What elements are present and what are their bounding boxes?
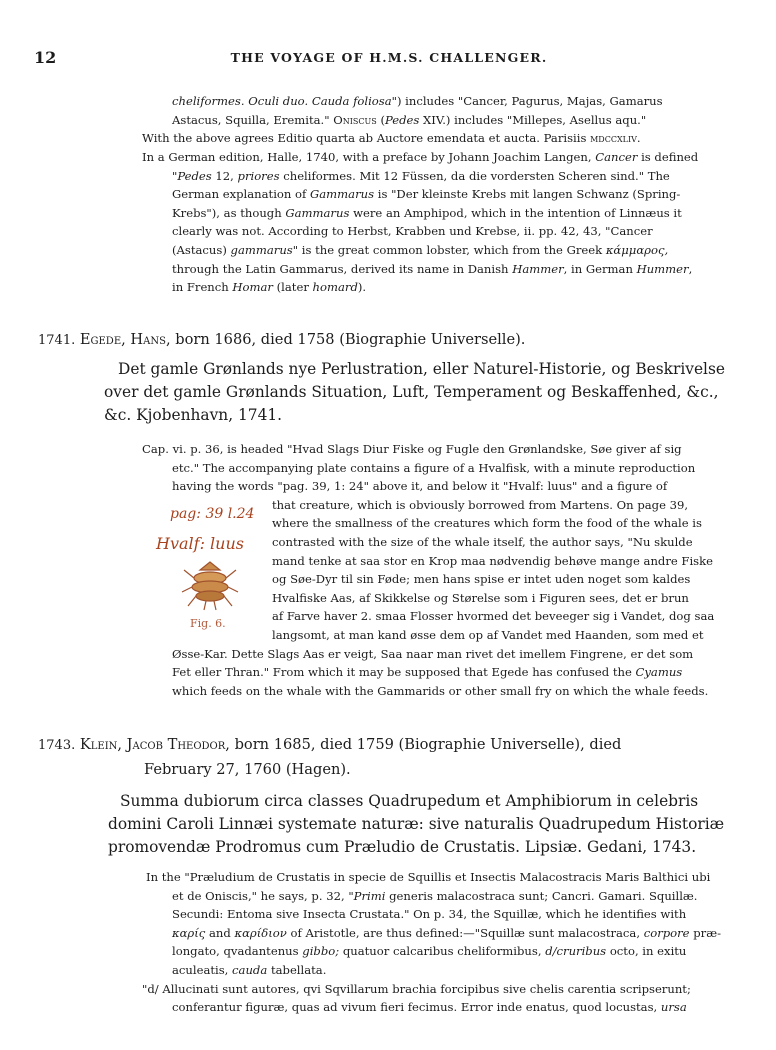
text-line: In the "Præludium de Crustatis in specie de Squillis et Insectis Malacostracis Maris Balthici ubi — [146, 870, 711, 884]
text-line: langsomt, at man kand øsse dem op af Vandet med Haanden, som med et — [272, 627, 704, 642]
text-line: in French Homar (later homard). — [172, 280, 367, 295]
text-line: Krebs"), as though Gammarus were an Amphipod, which in the intention of Linnæus it — [172, 205, 682, 220]
egede-entry-heading: 1741. Egede, Hans, born 1686, died 1758 (Biographie Universelle). — [38, 331, 526, 348]
linnaeus-para-3 — [142, 148, 732, 297]
whale-louse-illustration — [180, 556, 240, 612]
egede-book-title — [104, 358, 748, 428]
linnaeus-para-1 — [172, 92, 726, 129]
klein-commentary — [142, 868, 732, 1017]
text-line: which feeds on the whale with the Gammarids or other small fry on which the whale feeds. — [172, 683, 709, 698]
text-line: καρίς and καρίδιον of Aristotle, are thus defined:—"Squillæ sunt malacostraca, corpore præ- — [172, 925, 722, 940]
text-line: Cap. vi. p. 36, is headed "Hvad Slags Diur Fiske og Fugle den Grønlandske, Søe giver af sig — [142, 442, 682, 456]
text-line: longato, qvadantenus gibbo; quatuor calcaribus cheliformibus, d/cruribus octo, in exitu — [172, 944, 687, 959]
figure-handwriting-label: Hvalf: luus — [156, 534, 244, 553]
entry-author: Klein, Jacob Theodor, — [79, 736, 230, 753]
text-line: Summa dubiorum circa classes Quadrupedum et Amphibiorum in celebris — [120, 792, 699, 810]
text-line: Hvalfiske Aas, af Skikkelse og Størelse som i Figuren sees, det er brun — [272, 590, 689, 605]
text-line: Secundi: Entoma sive Insecta Crustata." On p. 34, the Squillæ, which he identifies with — [172, 907, 687, 922]
text-line: (Astacus) gammarus" is the great common lobster, which from the Greek κάμμαρος, — [172, 242, 669, 257]
text-line: through the Latin Gammarus, derived its name in Danish Hammer, in German Hummer, — [172, 261, 693, 276]
entry-year: 1743. — [38, 738, 76, 753]
text-line: og Søe-Dyr til sin Føde; men hans spise er intet uden noget som kaldes — [272, 572, 691, 587]
text-line: clearly was not. According to Herbst, Krabben und Krebse, ii. pp. 42, 43, "Cancer — [172, 224, 653, 239]
text-line: et de Oniscis," he says, p. 32, "Primi generis malacostraca sunt; Cancri. Gamari. Squillæ. — [172, 888, 698, 903]
text-line: etc." The accompanying plate contains a figure of a Hvalfisk, with a minute reproduction — [172, 460, 696, 475]
figure-caption: Fig. 6. — [190, 617, 226, 630]
text-line: that creature, which is obviously borrowed from Martens. On page 39, — [272, 497, 689, 512]
entry-author: Egede, Hans, — [79, 331, 171, 348]
text-line: Fet eller Thran." From which it may be supposed that Egede has confused the Cyamus — [172, 665, 683, 680]
klein-entry-heading — [38, 733, 746, 781]
text-line: In a German edition, Halle, 1740, with a preface by Johann Joachim Langen, Cancer is defined — [142, 150, 699, 164]
running-header — [34, 48, 744, 70]
text-line: "d/ Allucinati sunt autores, qvi Sqvillarum brachia forcipibus sive chelis carentia scripserunt; — [142, 981, 691, 996]
text-line: af Farve haver 2. smaa Flosser hvormed det beveeger sig i Vandet, dog saa — [272, 609, 715, 624]
text-line: having the words "pag. 39, 1: 24" above it, and below it "Hvalf: luus" and a figure of — [172, 479, 668, 494]
text-line: German explanation of Gammarus is "Der kleinste Krebs mit langen Schwanz (Spring- — [172, 187, 681, 202]
text-line: domini Caroli Linnæi systemate naturæ: sive naturalis Quadrupedum Historiæ — [108, 815, 725, 834]
figure-handwriting-page: pag: 39 l.24 — [170, 506, 255, 522]
text-line: conferantur figuræ, quas ad vivum fieri fecimus. Error inde enatus, quod locustas, ursa — [172, 1000, 687, 1015]
page-number: 12 — [34, 48, 57, 67]
text-line: "Pedes 12, priores cheliformes. Mit 12 Füssen, da die vordersten Scheren sind." The — [172, 168, 670, 183]
running-title: THE VOYAGE OF H.M.S. CHALLENGER. — [230, 50, 548, 65]
text-line: Astacus, Squilla, Eremita." Oniscus (Pedes XIV.) includes "Millepes, Asellus aqu." — [172, 112, 647, 127]
text-line: promovendæ Prodromus cum Præludio de Crustatis. Lipsiæ. Gedani, 1743. — [108, 838, 697, 857]
text-line: aculeatis, cauda tabellata. — [172, 962, 327, 977]
text-line: Det gamle Grønlands nye Perlustration, eller Naturel-Historie, og Beskrivelse — [118, 360, 725, 378]
text-line: 1743. Klein, Jacob Theodor, born 1685, died 1759 (Biographie Universelle), died — [38, 736, 622, 753]
text-line: where the smallness of the creatures which form the food of the whale is — [272, 516, 702, 531]
text-line: contrasted with the size of the whale itself, the author says, "Nu skulde — [272, 534, 693, 549]
text-line: mand tenke at saa stor en Krop maa nødvendig behøve mange andre Fiske — [272, 553, 714, 568]
text-line: February 27, 1760 (Hagen). — [144, 760, 351, 778]
entry-year: 1741. — [38, 333, 76, 348]
figure-6 — [140, 500, 274, 630]
text-line: cheliformes. Oculi duo. Cauda foliosa") includes "Cancer, Pagurus, Majas, Gamarus — [172, 94, 663, 108]
text-line: &c. Kjobenhavn, 1741. — [104, 406, 283, 425]
linnaeus-para-2: With the above agrees Editio quarta ab Auctore emendata et aucta. Parisiis mdccxliv. — [142, 131, 641, 145]
text-line: over det gamle Grønlands Situation, Luft, Temperament og Beskaffenhed, &c., — [104, 383, 719, 402]
text-line: Øsse-Kar. Dette Slags Aas er veigt, Saa naar man rivet det imellem Fingrene, er det som — [172, 646, 694, 661]
klein-book-title — [108, 790, 748, 860]
